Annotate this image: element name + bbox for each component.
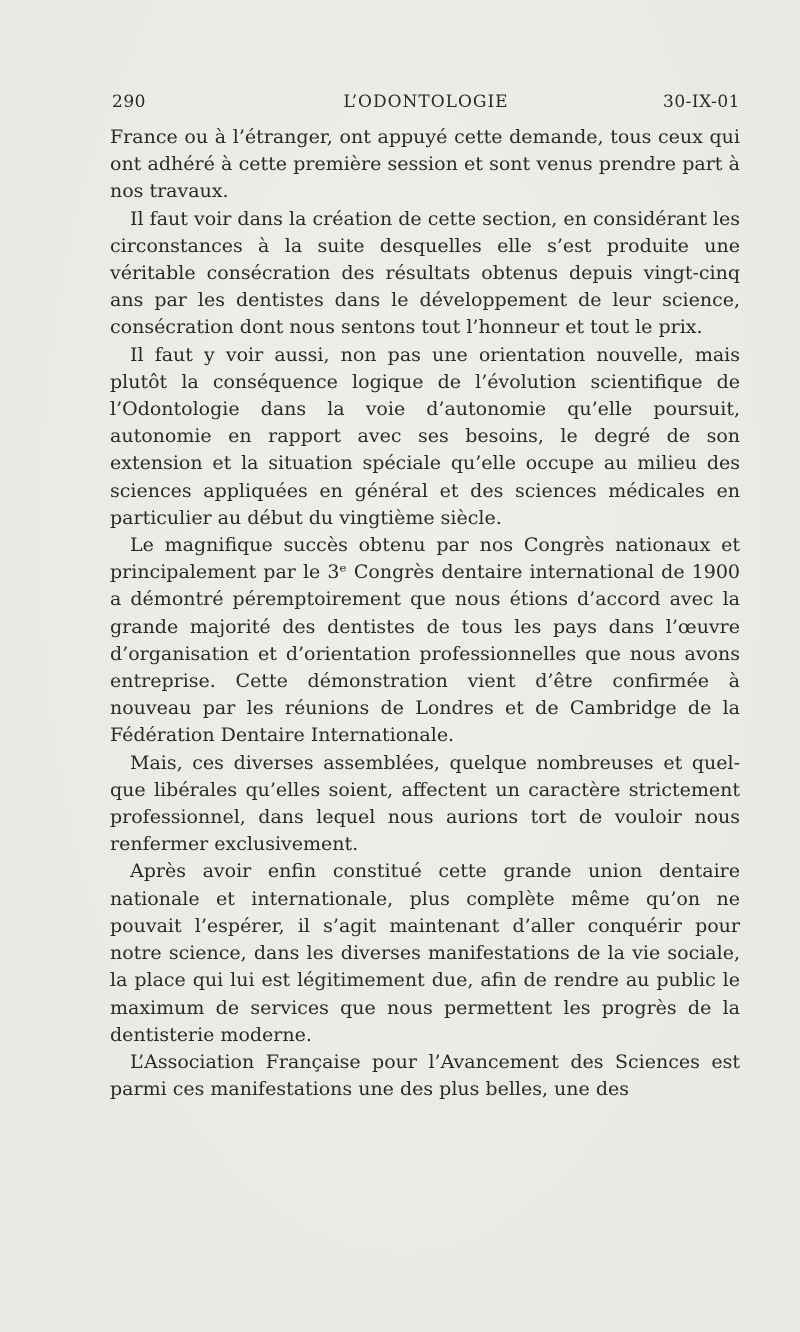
- issue-date: 30-IX-01: [663, 92, 740, 112]
- paragraph: Il faut voir dans la création de cette section, en considérant les circonstances à la suite desquelles elle s’est produite une véritable consécration des résultats obtenus depuis vingt-cinq ans par les dentistes dans le développement de leur science, consécration dont nous sentons tout l’honneur et tout le prix.: [110, 207, 740, 339]
- running-title: L’ODONTOLOGIE: [343, 92, 509, 112]
- paragraph: France ou à l’étranger, ont appuyé cette demande, tous ceux qui ont adhéré à cette première session et sont venus prendre part à nos travaux.: [110, 126, 740, 203]
- page-number: 290: [112, 92, 146, 112]
- body-text: [110, 124, 740, 1103]
- running-header: [112, 92, 740, 118]
- paragraph: Il faut y voir aussi, non pas une orientation nouvelle, mais plutôt la conséquence logique de l’évolution scientifique de l’Odontologie dans la voie d’autonomie qu’elle poursuit, autonomie en rapport avec ses besoins, le degré de son extension et la situation spéciale qu’elle occupe au milieu des sciences appliquées en général et des sciences médicales en particulier au début du vingtième siècle.: [110, 343, 740, 529]
- paragraph: Mais, ces diverses assemblées, quelque nombreuses et quelque libérales qu’elles soient, affectent un caractère strictement professionnel, dans lequel nous aurions tort de vouloir nous renfermer exclusivement.: [110, 751, 740, 856]
- paragraph: Après avoir enfin constitué cette grande union dentaire nationale et internationale, plus complète même qu’on ne pouvait l’espérer, il s’agit maintenant d’aller conquérir pour notre science, dans les diverses manifestations de la vie sociale, la place qui lui est légitimement due, afin de rendre au public le maximum de services que nous permettent les progrès de la dentisterie moderne.: [110, 860, 740, 1046]
- paragraph: Le magnifique succès obtenu par nos Congrès nationaux et principalement par le 3ᵉ Congrès dentaire international de 1900 a démontré péremptoirement que nous étions d’accord avec la grande majorité des dentistes de tous les pays dans l’œuvre d’organisation et d’orientation professionnelles que nous avons entreprise. Cette démonstration vient d’être confirmée à nouveau par les réunions de Londres et de Cambridge de la Fédération Dentaire Internationale.: [110, 534, 740, 747]
- paragraph: L’Association Française pour l’Avancement des Sciences est parmi ces manifestations une des plus belles, une des: [110, 1050, 740, 1101]
